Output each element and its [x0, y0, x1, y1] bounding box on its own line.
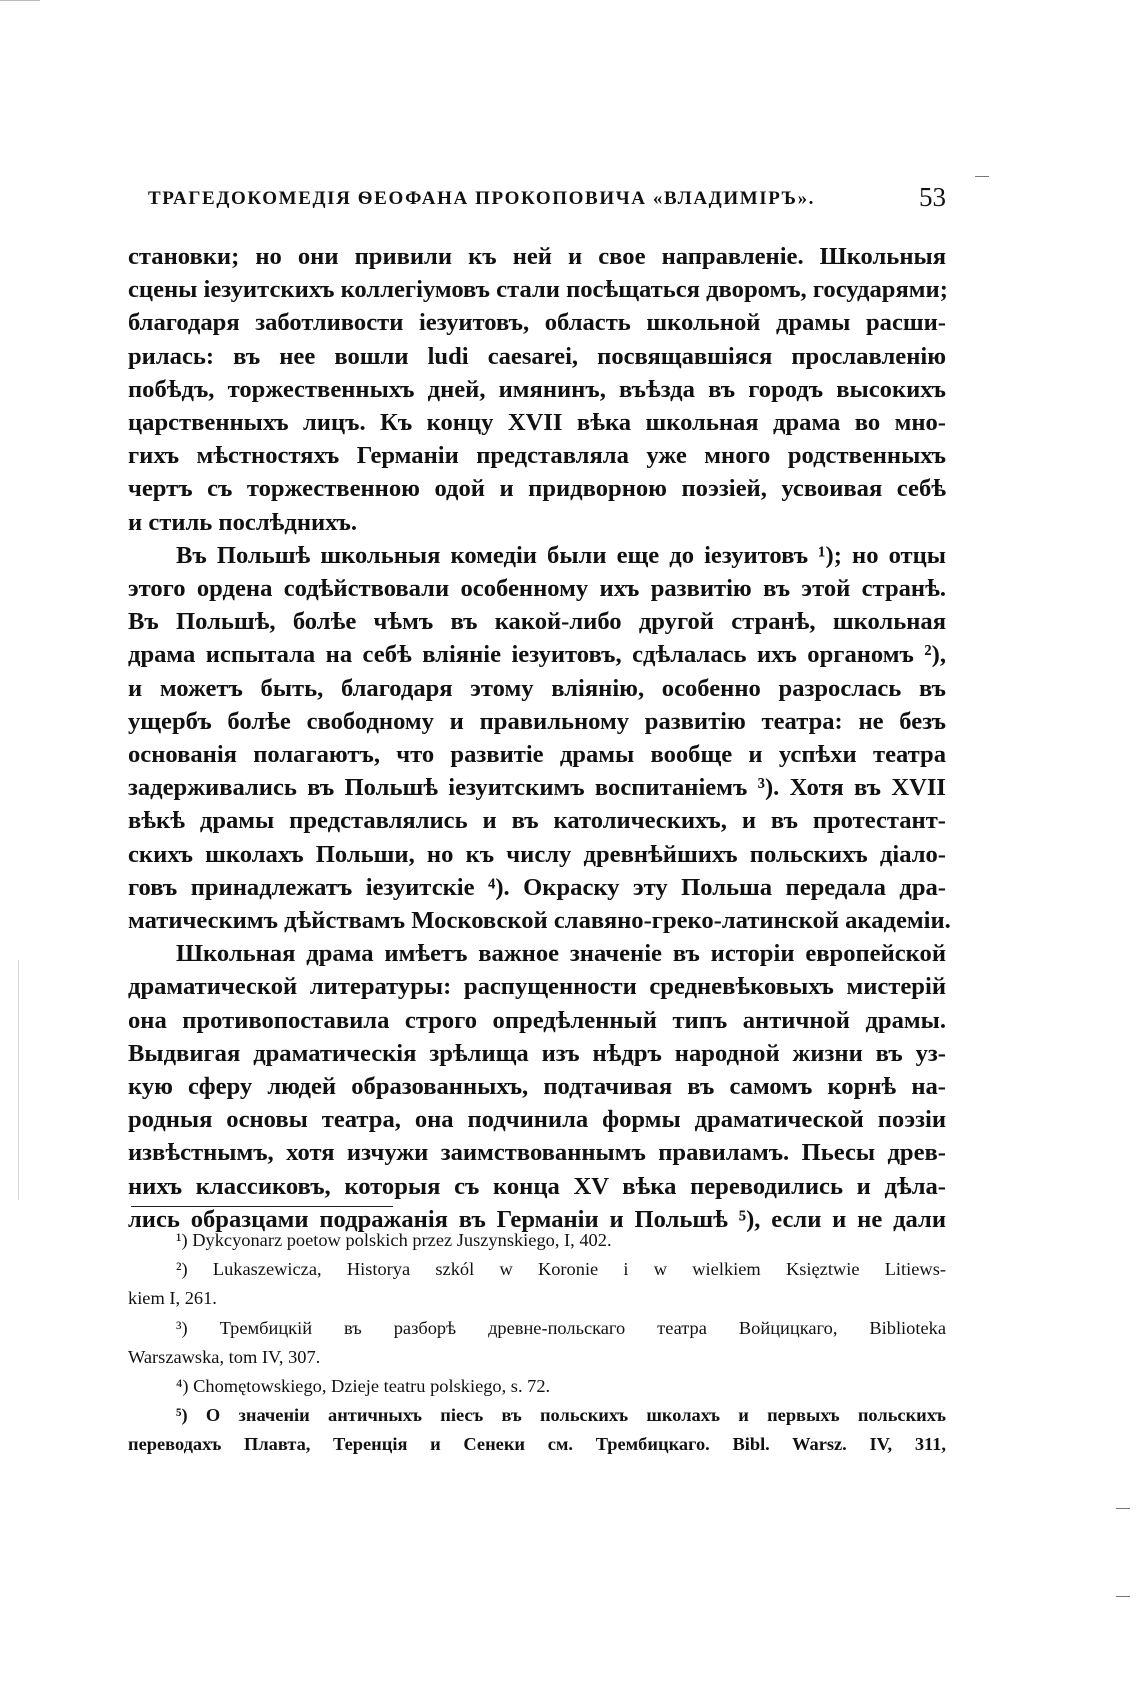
text-line: кую сферу людей образованныхъ, подтачивая въ самомъ корнѣ на-	[128, 1073, 946, 1101]
text-line: Школьная драма имѣетъ важное значеніе въ исторіи европейской	[176, 940, 946, 968]
text-line: матическимъ дѣйствамъ Московской славяно-греко-латинской академіи.	[128, 907, 951, 935]
footnote-line: ¹) Dykcyonarz poetow polskich przez Juszynskiego, I, 402.	[176, 1230, 612, 1250]
text-line: ущербъ болѣе свободному и правильному развитію театра: не безъ	[128, 707, 946, 735]
page-header	[128, 182, 946, 222]
text-line: Въ Польшѣ школьныя комедіи были еще до іезуитовъ ¹); но отцы	[176, 541, 946, 569]
text-line: извѣстнымъ, хотя изчужи заимствованнымъ правиламъ. Пьесы древ-	[128, 1139, 946, 1167]
margin-mark	[975, 176, 989, 177]
text-line: скихъ школахъ Польши, но къ числу древнѣйшихъ польскихъ діало-	[128, 840, 946, 868]
text-line: рилась: въ нее вошли ludi caesarei, посвящавшіяся прославленію	[128, 342, 946, 370]
text-line: гихъ мѣстностяхъ Германіи представляла уже много родственныхъ	[128, 442, 946, 470]
text-line: основанія полагаютъ, что развитіе драмы вообще и успѣхи театра	[128, 741, 946, 769]
text-line: драма испытала на себѣ вліяніе іезуитовъ, сдѣлалась ихъ органомъ ²),	[128, 641, 946, 669]
text-line: говъ принадлежатъ іезуитскіе ⁴). Окраску эту Польша передала дра-	[128, 873, 946, 901]
running-title: ТРАГЕДОКОМЕДІЯ ѲЕОФАНА ПРОКОПОВИЧА «ВЛАДИМІРЪ».	[148, 188, 816, 209]
text-line: благодаря заботливости іезуитовъ, область школьной драмы расши-	[128, 309, 946, 337]
text-line: она противопоставила строго опредѣленный типъ античной драмы.	[128, 1006, 946, 1034]
margin-mark	[1116, 1508, 1130, 1509]
footnote-line: Warszawska, tom IV, 307.	[128, 1346, 321, 1367]
text-line: Въ Польшѣ, болѣе чѣмъ въ какой-либо другой странѣ, школьная	[128, 608, 946, 636]
text-line: царственныхъ лицъ. Къ концу XVII вѣка школьная драма во мно-	[128, 409, 946, 437]
footnote-line: ²) Lukaszewicza, Historya szkól w Koronie i w wielkiem Księztwie Litiews-	[176, 1259, 946, 1280]
footnote-line: ⁴) Chomętowskiego, Dzieje teatru polskiego, s. 72.	[176, 1376, 551, 1397]
margin-mark	[1116, 1596, 1130, 1597]
text-line: этого ордена содѣйствовали особенному ихъ развитію въ этой странѣ.	[128, 575, 946, 603]
text-line: и стиль послѣднихъ.	[128, 508, 358, 536]
text-line: становки; но они привили къ ней и свое направленіе. Школьныя	[128, 243, 946, 270]
page-number: 53	[919, 182, 946, 212]
text-line: родныя основы театра, она подчинила формы драматической поэзіи	[128, 1106, 946, 1134]
scan-edge-mark	[0, 0, 40, 1]
text-line: драматической литературы: распущенности средневѣковыхъ мистерій	[128, 973, 946, 1001]
text-line: лись образцами подражанія въ Германіи и Польшѣ ⁵), если и не дали	[128, 1205, 946, 1233]
footnote-separator	[131, 1206, 393, 1207]
text-line: сцены іезуитскихъ коллегіумовъ стали посѣщаться дворомъ, государями;	[128, 276, 948, 304]
footnote-line: ³) Трембицкій въ разборѣ древне-польскаго театра Войцицкаго, Biblioteka	[176, 1317, 946, 1338]
text-line: нихъ классиковъ, которыя съ конца XV вѣка переводились и дѣла-	[128, 1172, 946, 1200]
scan-edge-trace	[18, 960, 19, 1200]
main-text	[128, 240, 951, 1236]
text-line: задерживались въ Польшѣ іезуитскимъ воспитаніемъ ³). Хотя въ XVII	[128, 774, 946, 802]
text-line: чертъ съ торжественною одой и придворною поэзіей, усвоивая себѣ	[128, 475, 946, 503]
text-line: и можетъ быть, благодаря этому вліянію, особенно разрослась въ	[128, 674, 946, 702]
footnote-line: kiem I, 261.	[128, 1288, 217, 1309]
text-line: Выдвигая драматическія зрѣлища изъ нѣдръ народной жизни въ уз-	[128, 1039, 946, 1067]
text-line: вѣкѣ драмы представлялись и въ католическихъ, и въ протестант-	[128, 807, 946, 835]
footnote-line: переводахъ Плавта, Теренція и Сенеки см. Трембицкаго. Bibl. Warsz. IV, 311,	[128, 1434, 946, 1455]
footnote-line: ⁵) О значеніи античныхъ піесъ въ польскихъ школахъ и первыхъ польскихъ	[176, 1405, 946, 1426]
text-line: побѣдъ, торжественныхъ дней, имянинъ, въѣзда въ городъ высокихъ	[128, 375, 946, 403]
footnotes	[128, 1226, 946, 1460]
